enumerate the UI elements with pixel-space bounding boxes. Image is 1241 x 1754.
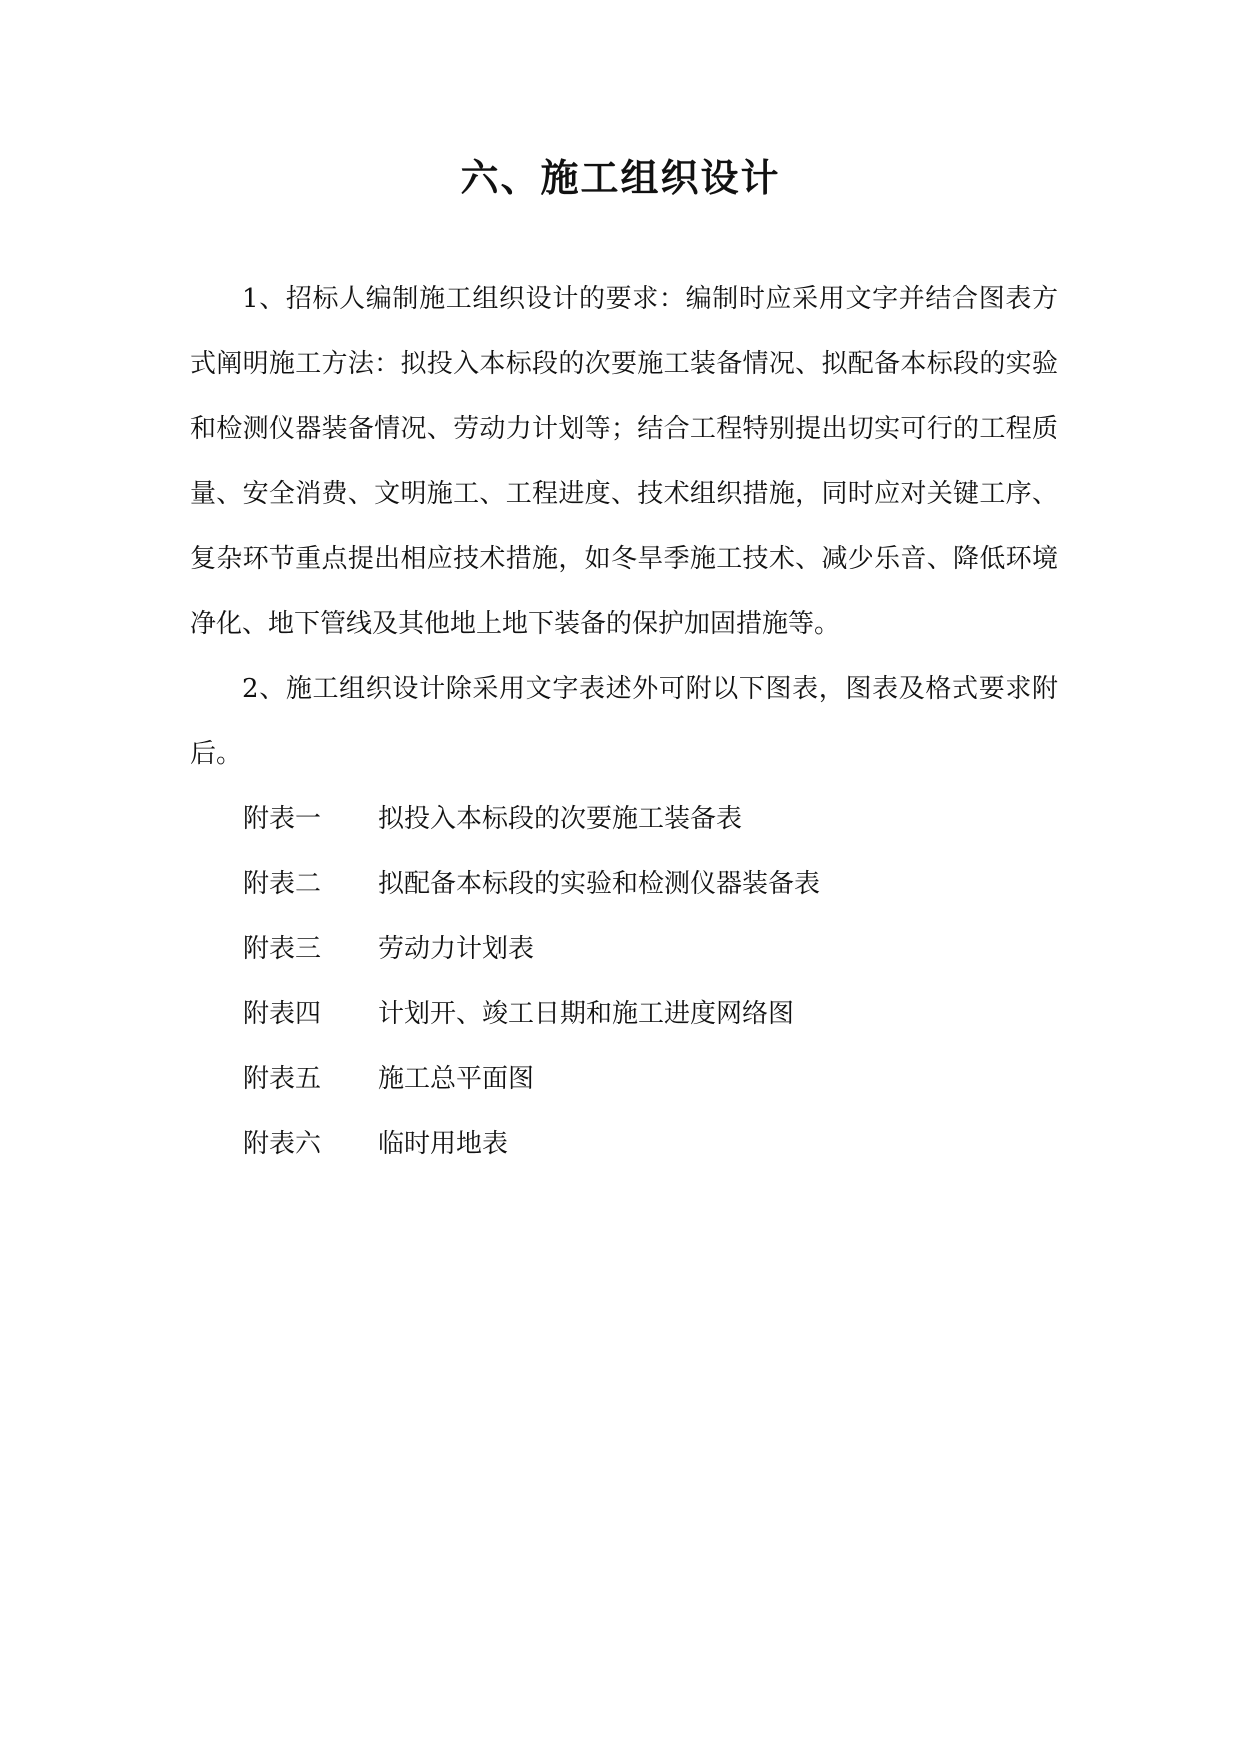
- appendix-item: [243, 982, 820, 1047]
- appendix-label: 附表四: [243, 999, 322, 1029]
- appendix-label: 附表六: [243, 1129, 322, 1159]
- appendix-text: 拟投入本标段的次要施工装备表: [378, 804, 743, 834]
- appendix-text: 劳动力计划表: [378, 934, 535, 964]
- appendix-list: [243, 787, 820, 1177]
- appendix-label: 附表一: [243, 804, 322, 834]
- appendix-item: [243, 852, 820, 917]
- paragraph-attachments-intro: 2、施工组织设计除采用文字表述外可附以下图表，图表及格式要求附后。: [190, 674, 1058, 769]
- appendix-text: 施工总平面图: [378, 1064, 535, 1094]
- appendix-label: 附表五: [243, 1064, 322, 1094]
- appendix-item: [243, 787, 820, 852]
- appendix-label: 附表二: [243, 869, 322, 899]
- appendix-text: 临时用地表: [378, 1129, 509, 1159]
- appendix-item: [243, 917, 820, 982]
- appendix-item: [243, 1112, 820, 1177]
- appendix-text: 计划开、竣工日期和施工进度网络图: [378, 999, 795, 1029]
- appendix-label: 附表三: [243, 934, 322, 964]
- appendix-text: 拟配备本标段的实验和检测仪器装备表: [378, 869, 821, 899]
- appendix-item: [243, 1047, 820, 1112]
- page-title: 六、施工组织设计: [460, 155, 781, 200]
- paragraph-requirements: 1、招标人编制施工组织设计的要求：编制时应采用文字并结合图表方式阐明施工方法：拟投入本标段的次要施工装备情况、拟配备本标段的实验和检测仪器装备情况、劳动力计划等；结合工程特别提出切实可行的工程质量、安全消费、文明施工、工程进度、技术组织措施，同时应对关键工序、复杂环节重点提出相应技术措施，如冬旱季施工技术、减少乐音、降低环境净化、地下管线及其他地上地下装备的保护加固措施等。: [190, 284, 1058, 639]
